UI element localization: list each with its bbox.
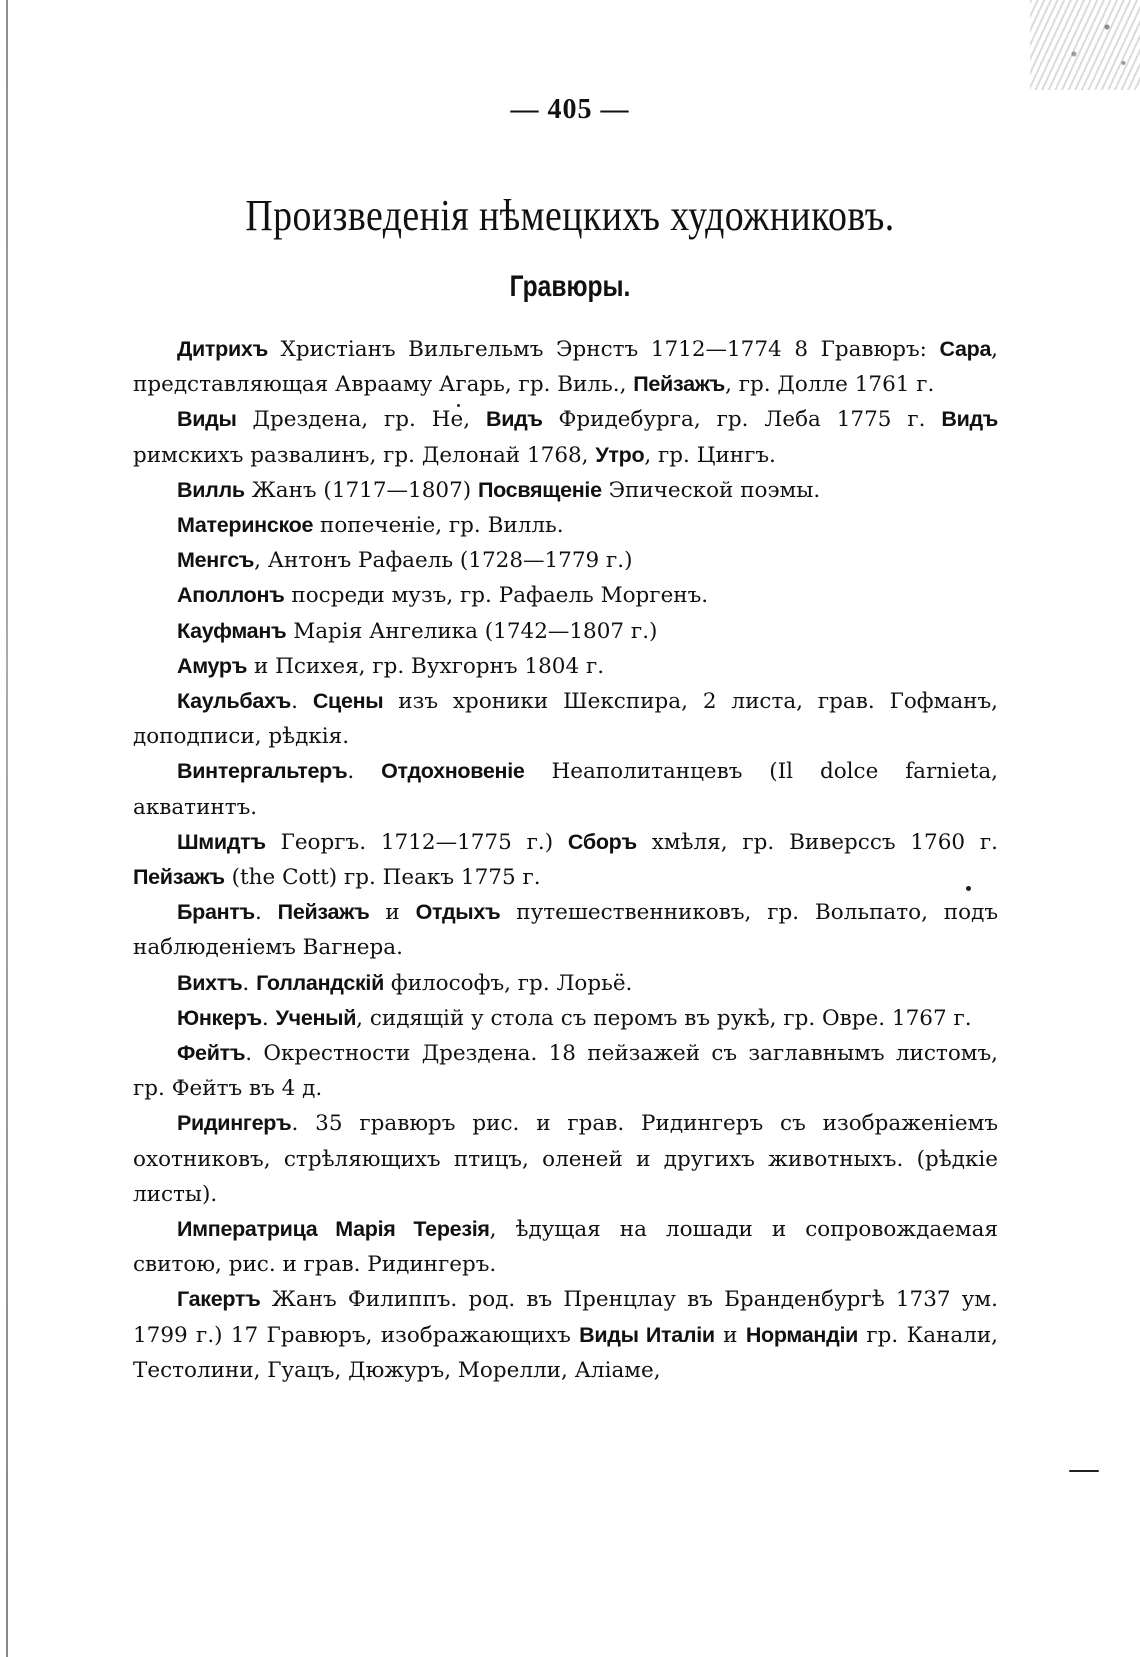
catalog-entry bbox=[133, 754, 998, 824]
entry-text: попеченіе, гр. Вилль. bbox=[313, 513, 564, 539]
entry-text: , Антонъ Рафаель (1728—1779 г.) bbox=[254, 548, 633, 574]
catalog-entry bbox=[133, 578, 998, 613]
entry-bold-text: Менгсъ bbox=[177, 548, 255, 573]
entry-text: . Окрестности Дрездена. 18 пейзажей съ заглавнымъ листомъ, гр. Фейтъ въ 4 д. bbox=[133, 1041, 998, 1102]
entry-bold-text: Утро bbox=[595, 442, 645, 467]
entry-text: Эпической поэмы. bbox=[601, 477, 821, 503]
entry-bold-text: Отдохновеніе bbox=[381, 759, 525, 784]
entry-text: и bbox=[369, 900, 416, 926]
entry-bold-text: Видъ bbox=[486, 407, 543, 432]
entry-text: . bbox=[291, 689, 313, 715]
entry-bold-text: Материнское bbox=[177, 513, 314, 538]
entry-text: изъ хроники Шекспира, 2 листа, грав. Гофманъ, доподписи, рѣдкія. bbox=[133, 689, 998, 750]
catalog-entry bbox=[133, 684, 998, 754]
catalog-entry bbox=[133, 895, 998, 965]
entry-bold-text: Императрица Марія Терезія bbox=[177, 1217, 490, 1242]
entry-text: и Психея, гр. Вухгорнъ 1804 г. bbox=[247, 653, 605, 679]
page-number: — 405 — bbox=[510, 94, 630, 125]
entry-bold-text: Сцены bbox=[312, 689, 384, 714]
entry-text: Жанъ (1717—1807) bbox=[244, 477, 478, 503]
entry-bold-text: Голландскій bbox=[256, 970, 385, 995]
entry-bold-text: Нормандіи bbox=[745, 1322, 859, 1347]
page-title: Произведенія нѣмецкихъ художниковъ. bbox=[245, 191, 895, 240]
catalog-entry bbox=[133, 1106, 998, 1212]
entry-bold-text: Сборъ bbox=[567, 829, 637, 854]
entry-text: Фридебурга, гр. Леба 1775 г. bbox=[542, 407, 942, 433]
entry-bold-text: Ридингеръ bbox=[177, 1111, 292, 1136]
entry-bold-text: Вилль bbox=[177, 477, 245, 502]
entry-text: гр. Канали, Тестолини, Гуацъ, Дюжуръ, Морелли, Аліаме, bbox=[133, 1322, 999, 1383]
catalog-entry bbox=[133, 543, 998, 578]
catalog-entry bbox=[133, 1282, 998, 1388]
entry-bold-text: Сара bbox=[939, 337, 992, 361]
entry-bold-text: Кауфманъ bbox=[177, 618, 287, 643]
section-title: Гравюры. bbox=[509, 270, 631, 303]
catalog-entry bbox=[133, 473, 998, 508]
entry-bold-text: Каульбахъ bbox=[177, 689, 292, 714]
catalog-entry bbox=[133, 1001, 998, 1036]
entry-bold-text: Юнкеръ bbox=[177, 1005, 262, 1030]
entry-text: . bbox=[242, 970, 257, 996]
entry-bold-text: Гакертъ bbox=[177, 1287, 261, 1312]
entry-bold-text: Отдыхъ bbox=[415, 900, 501, 925]
catalog-entries bbox=[133, 332, 998, 1388]
entry-text: . 35 гравюръ рис. и грав. Ридингеръ съ изображеніемъ охотниковъ, стрѣляющихъ птицъ, оленей и другихъ животныхъ. (рѣдкіе листы). bbox=[133, 1111, 998, 1207]
entry-text: путешественниковъ, гр. Вольпато, подъ наблюденіемъ Вагнера. bbox=[133, 900, 998, 961]
entry-bold-text: Виды bbox=[177, 407, 237, 432]
catalog-entry bbox=[133, 649, 998, 684]
entry-text: Жанъ Филиппъ. род. въ Пренцлау въ Бранденбургѣ 1737 ум. 1799 г.) 17 Гравюръ, изображающихъ bbox=[133, 1287, 998, 1348]
entry-bold-text: Винтергальтеръ bbox=[177, 759, 348, 784]
entry-text: Георгъ. 1712—1775 г.) bbox=[265, 829, 568, 855]
scan-speck bbox=[966, 886, 971, 891]
entry-bold-text: Пейзажъ bbox=[633, 372, 726, 397]
entry-text: , гр. Долле 1761 г. bbox=[725, 372, 935, 398]
entry-text: . bbox=[347, 759, 382, 785]
entry-text: . bbox=[261, 1005, 276, 1031]
entry-text: хмѣля, гр. Виверссъ 1760 г. bbox=[636, 829, 999, 855]
entry-bold-text: Дитрихъ bbox=[177, 337, 268, 361]
scan-speck bbox=[457, 404, 460, 407]
entry-bold-text: Виды Италіи bbox=[579, 1322, 715, 1347]
entry-bold-text: Аполлонъ bbox=[177, 583, 285, 608]
entry-text: , представляющая Аврааму Агарь, гр. Виль., bbox=[133, 337, 998, 398]
entry-bold-text: Амуръ bbox=[177, 653, 248, 678]
entry-text: . bbox=[254, 900, 278, 926]
catalog-entry bbox=[133, 614, 998, 649]
entry-text: (the Cott) гр. Пеакъ 1775 г. bbox=[224, 865, 541, 891]
entry-text: Марія Ангелика (1742—1807 г.) bbox=[286, 618, 658, 644]
entry-bold-text: Посвященіе bbox=[477, 477, 602, 502]
catalog-entry bbox=[133, 966, 998, 1001]
catalog-entry bbox=[133, 825, 998, 895]
catalog-entry bbox=[133, 402, 998, 472]
entry-text: Неаполитанцевъ (Il dolce farnieta, акватинтъ. bbox=[133, 759, 998, 820]
scan-speck bbox=[1069, 1470, 1099, 1472]
entry-bold-text: Вихтъ bbox=[177, 970, 243, 995]
entry-bold-text: Ученый bbox=[275, 1005, 357, 1030]
entry-text: и bbox=[714, 1322, 746, 1348]
catalog-entry bbox=[133, 332, 998, 402]
entry-bold-text: Видъ bbox=[941, 407, 998, 432]
catalog-entry bbox=[133, 508, 998, 543]
entry-text: , ѣдущая на лошади и сопровождаемая свитою, рис. и грав. Ридингеръ. bbox=[133, 1217, 998, 1278]
entry-text: посреди музъ, гр. Рафаель Моргенъ. bbox=[284, 583, 709, 609]
entry-bold-text: Пейзажъ bbox=[133, 865, 225, 890]
scan-edge-shadow bbox=[6, 0, 8, 1657]
entry-bold-text: Шмидтъ bbox=[177, 829, 266, 854]
entry-text: , гр. Цингъ. bbox=[644, 442, 776, 468]
entry-bold-text: Фейтъ bbox=[177, 1041, 246, 1066]
entry-text: , сидящій у стола съ перомъ въ рукѣ, гр. Овре. 1767 г. bbox=[356, 1005, 972, 1031]
entry-text: Дрездена, гр. Не, bbox=[236, 407, 487, 433]
catalog-entry bbox=[133, 1036, 998, 1106]
entry-text: римскихъ развалинъ, гр. Делонай 1768, bbox=[133, 442, 596, 468]
entry-bold-text: Брантъ bbox=[177, 900, 255, 925]
entry-text: философъ, гр. Лорьё. bbox=[384, 970, 633, 996]
catalog-entry bbox=[133, 1212, 998, 1282]
scan-corner-noise bbox=[1030, 0, 1140, 90]
entry-bold-text: Пейзажъ bbox=[277, 900, 370, 925]
entry-text: Христіанъ Вильгельмъ Эрнстъ 1712—1774 8 Гравюръ: bbox=[267, 337, 940, 362]
